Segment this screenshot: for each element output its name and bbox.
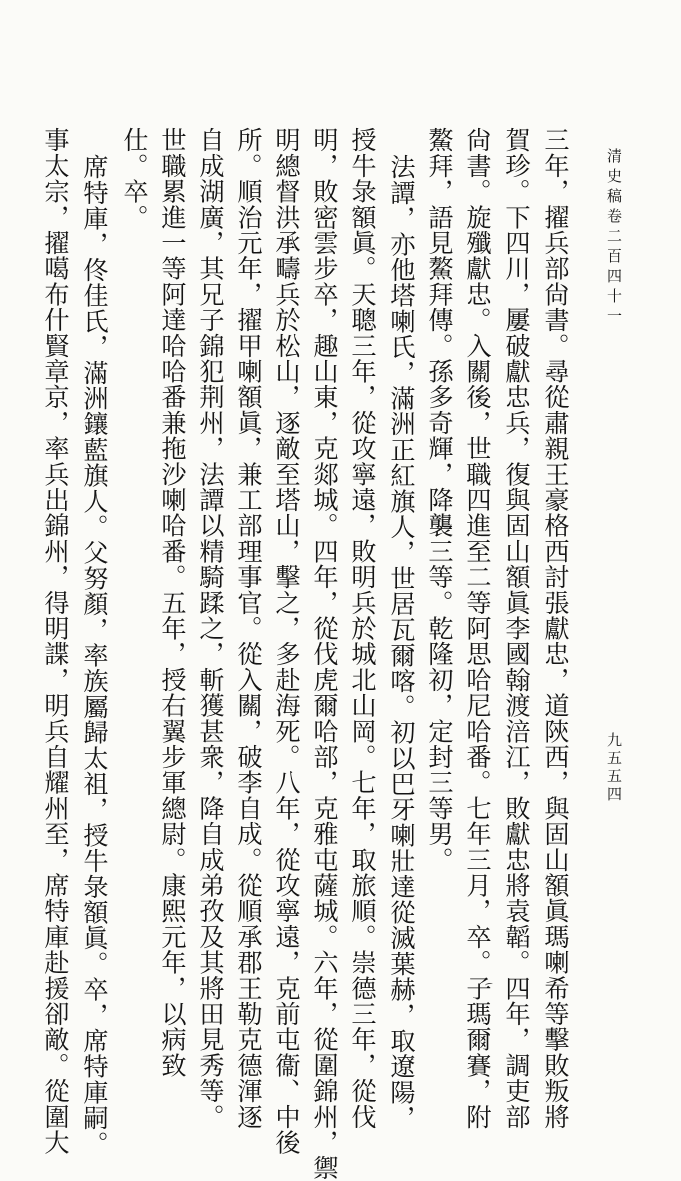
text-column-1: 三年，擢兵部尙書。尋從肅親王豪格西討張獻忠，道陝西，與固山額眞瑪喇希等擊敗叛將 <box>541 127 570 1130</box>
stray-ink-mark <box>485 982 494 987</box>
text-column-7: 明，敗密雲步卒，趣山東，克郯城。四年，從伐虎爾哈部，克雅屯薩城。六年，從圍錦州，禦 <box>310 127 339 1181</box>
text-column-5: 法譚，亦他塔喇氏，滿洲正紅旗人，世居瓦爾喀。初以巴牙喇壯達從滅葉赫，取遼陽， <box>387 154 416 1131</box>
text-column-14: 事太宗，擢噶布什賢章京，率兵出錦州，得明諜，明兵自耀州至，席特庫赴援卻敵。從圍大 <box>41 127 70 1155</box>
text-column-4: 鰲拜，語見鰲拜傳。孫多奇輝，降襲三等。乾隆初，定封三等男。 <box>425 127 454 873</box>
text-column-3: 尙書。旋殲獻忠。入關後，世職四進至二等阿思哈尼哈番。七年三月，卒。子瑪爾賽，附 <box>463 127 492 1130</box>
text-column-13: 席特庫，佟佳氏，滿洲鑲藍旗人。父努顏，率族屬歸太祖，授牛彔額眞。卒，席特庫嗣。 <box>80 154 109 1157</box>
text-column-9: 所。順治元年，擢甲喇額眞，兼工部理事官。從入關，破李自成。從順承郡王勒克德渾逐 <box>234 127 263 1130</box>
text-column-8: 明總督洪承疇兵於松山，逐敵至塔山，擊之，多赴海死。八年，從攻寧遠，克前屯衞、中後 <box>272 127 301 1155</box>
page-number: 九五五四 <box>605 732 623 804</box>
text-column-10: 自成湖廣，其兄子錦犯荆州，法譚以精騎蹂之，斬獲甚衆，降自成弟孜及其將田見秀等。 <box>196 127 225 1130</box>
text-column-6: 授牛彔額眞。天聰三年，從攻寧遠，敗明兵於城北山岡。七年，取旅順。崇德三年，從伐 <box>348 127 377 1130</box>
running-header-title: 清史稿卷二百四十一 <box>605 148 623 328</box>
text-column-11: 世職累進一等阿達哈哈番兼拖沙喇哈番。五年，授右翼步軍總尉。康熙元年，以病致 <box>158 127 187 1078</box>
text-column-12: 仕。卒。 <box>120 127 149 230</box>
text-column-2: 賀珍。下四川，屢破獻忠兵，復與固山額眞李國翰渡涪江，敗獻忠將袁韜。四年，調吏部 <box>502 127 531 1130</box>
